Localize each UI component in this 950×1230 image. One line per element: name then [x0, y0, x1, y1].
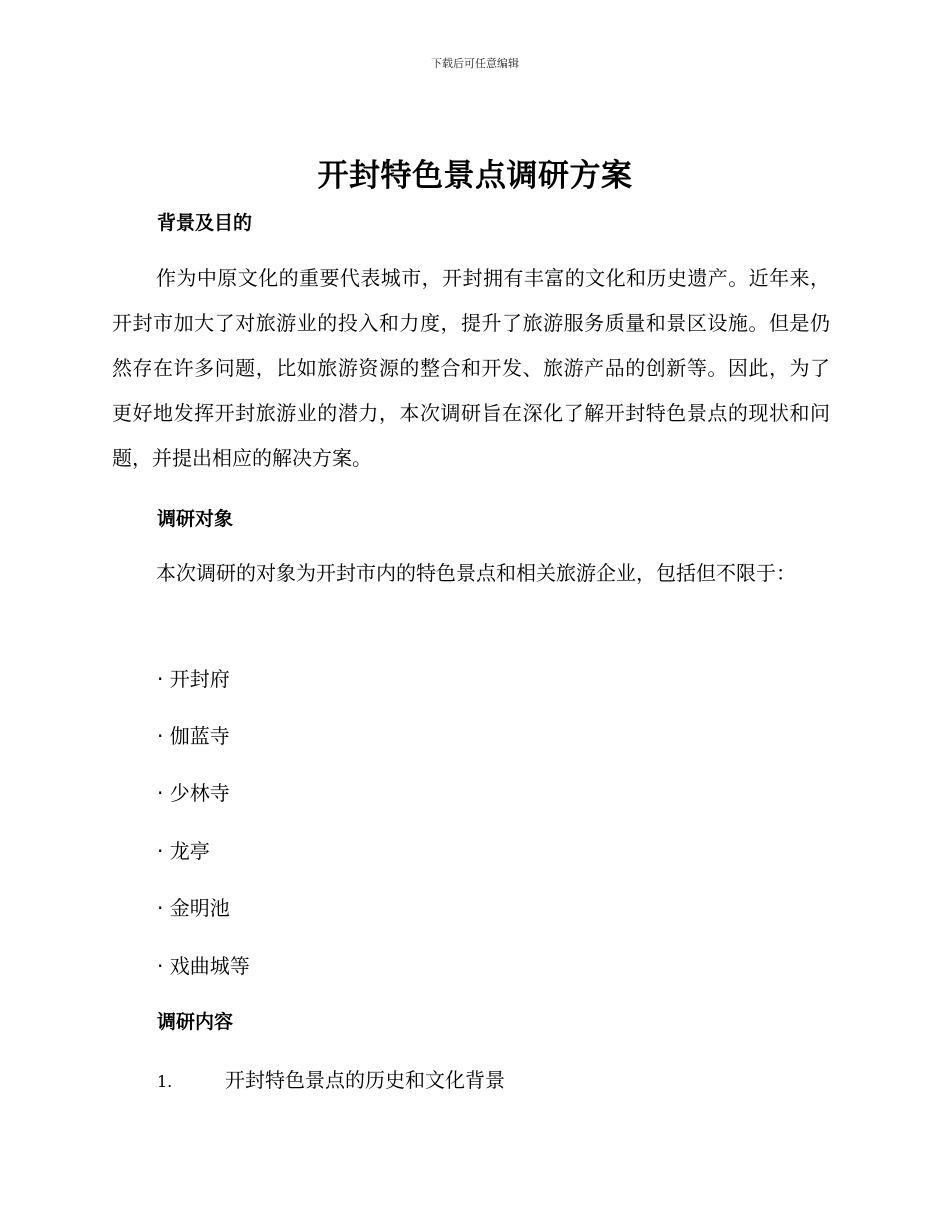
header-note: 下载后可任意编辑 [431, 57, 519, 70]
list-item: · 伽蓝寺 [157, 724, 230, 748]
section-heading-objects: 调研对象 [157, 508, 234, 530]
document-title: 开封特色景点调研方案 [317, 158, 633, 194]
list-item: · 金明池 [157, 896, 230, 920]
objects-paragraph: 本次调研的对象为开封市内的特色景点和相关旅游企业，包括但不限于： [156, 561, 796, 585]
list-item: · 戏曲城等 [157, 954, 250, 978]
list-item: · 开封府 [157, 667, 230, 691]
item-number: 1. [157, 1072, 173, 1091]
background-paragraph: 作为中原文化的重要代表城市，开封拥有丰富的文化和历史遗产。近年来，开封市加大了对旅游业的投入和力度，提升了旅游服务质量和景区设施。但是仍然存在许多问题，比如旅游资源的整合和开发、旅游产品的创新等。因此，为了更好地发挥开封旅游业的潜力，本次调研旨在深化了解开封特色景点的现状和问题，并提出相应的解决方案。 [112, 266, 830, 470]
section-heading-background: 背景及目的 [157, 212, 253, 234]
numbered-item [157, 1064, 505, 1093]
list-item: · 少林寺 [157, 781, 230, 805]
section-heading-content: 调研内容 [157, 1011, 234, 1033]
item-text: 开封特色景点的历史和文化背景 [225, 1068, 505, 1092]
list-item: · 龙亭 [157, 839, 210, 863]
